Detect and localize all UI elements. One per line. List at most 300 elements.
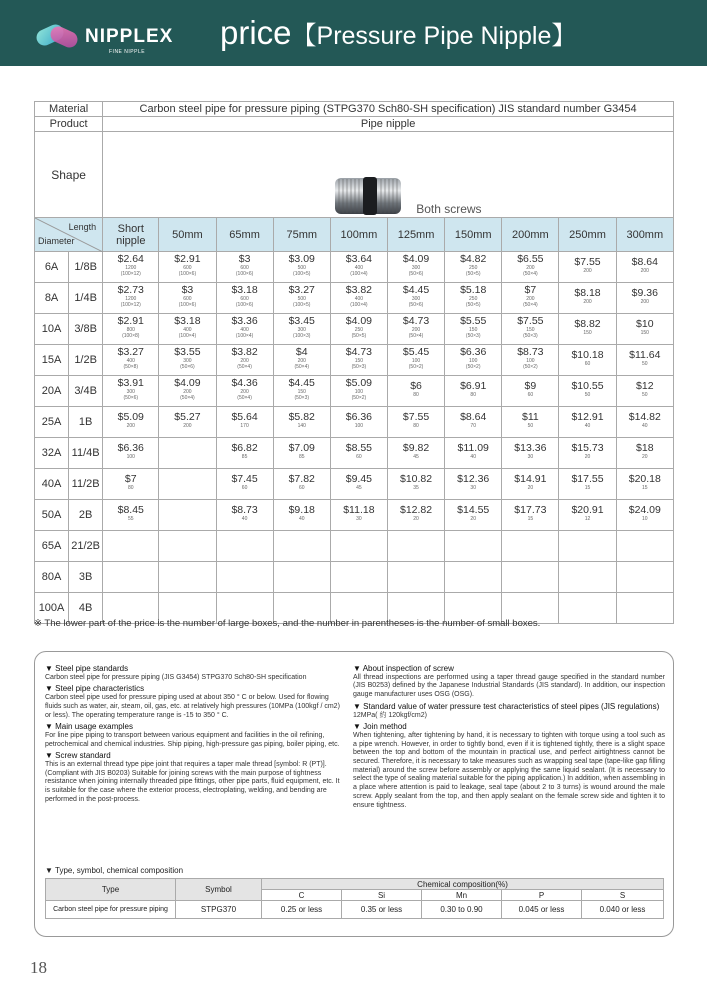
price-value: $7 [524,284,537,296]
price-cell [387,407,444,438]
price-value: $5.64 [231,411,258,423]
small-box-quantity: (100×8) [122,333,140,339]
price-cell [330,469,387,500]
box-quantity: 300 [126,389,135,395]
length-label: Length [68,222,97,232]
price-cell [559,345,616,376]
price-cell [445,562,502,593]
price-cell [103,469,159,500]
small-box-quantity: (50×6) [180,364,195,370]
price-cell [616,469,673,500]
price-cell [330,314,387,345]
price-value: $6.36 [460,346,487,358]
box-quantity: 15 [584,485,591,491]
price-value: $3.18 [231,284,258,296]
price-cell [445,407,502,438]
price-cell [387,252,444,283]
price-value: $5.09 [117,411,144,423]
box-quantity: 35 [413,485,419,491]
box-quantity: 200 [583,299,592,305]
size-a-cell: 15A [35,345,69,376]
price-cell [502,376,559,407]
box-quantity: 85 [298,454,305,460]
price-value: $18 [636,442,654,454]
price-value: $20.18 [628,473,661,485]
box-quantity: 60 [584,361,591,367]
box-quantity: 300 [183,358,192,364]
price-value: $10 [636,318,654,330]
price-value: $9 [524,380,537,392]
price-row [35,407,674,438]
box-quantity: 50 [584,392,591,398]
box-quantity: 20 [584,454,591,460]
box-quantity: 200 [240,389,249,395]
price-row [35,562,674,593]
logo-name: NIPPLEX [85,26,174,47]
price-cell [330,407,387,438]
price-cell [103,345,159,376]
price-value: $10.18 [571,349,604,361]
price-cell [216,314,273,345]
price-cell [559,562,616,593]
shape-cell [103,132,674,218]
price-value: $5.09 [345,377,373,389]
price-cell [559,283,616,314]
size-b-cell: 3B [69,562,103,593]
price-cell [103,252,159,283]
price-cell [159,531,216,562]
price-value: $2.91 [117,315,144,327]
small-box-quantity: (50×4) [180,395,195,401]
price-cell [559,438,616,469]
price-value: $3.18 [174,315,201,327]
price-cell [502,283,559,314]
box-quantity: 300 [411,296,421,302]
price-value: $5.27 [174,411,201,423]
price-note: ※ The lower part of the price is the number of large boxes, and the number in parentheses is the number of small boxes. [34,618,541,629]
info-section-title: ▼ Screw standard [45,751,111,761]
shape-row [35,132,674,218]
diameter-label: Diameter [38,236,75,246]
price-value: $3.82 [345,284,373,296]
price-cell [616,407,673,438]
box-quantity: 400 [126,358,135,364]
price-row [35,376,674,407]
chem-comp-label: Chemical composition(%) [262,879,664,890]
price-value: $7.82 [288,473,315,485]
price-cell [216,345,273,376]
box-quantity: 10 [642,516,648,522]
size-b-cell: 11/4B [69,438,103,469]
small-box-quantity: (100×12) [120,302,141,308]
price-cell [216,531,273,562]
box-quantity: 50 [527,423,534,429]
box-quantity: 800 [126,327,135,333]
box-quantity: 40 [241,516,248,522]
product-value: Pipe nipple [103,117,674,132]
small-box-quantity: (50×5) [351,333,367,339]
box-quantity: 400 [183,327,192,333]
price-cell [616,531,673,562]
price-value: $7.09 [288,442,315,454]
info-section-title: ▼ About inspection of screw [353,664,454,673]
price-value: $15.73 [571,442,604,454]
box-quantity: 40 [298,516,305,522]
price-value: $4.09 [402,253,430,265]
price-value: $6.91 [460,380,487,392]
price-cell [159,469,216,500]
price-value: $20.91 [571,504,604,516]
box-quantity: 80 [127,485,134,491]
info-section-title: ▼ Steel pipe standards [45,664,129,673]
price-value: $17.73 [514,504,547,516]
size-b-cell: 2B [69,500,103,531]
price-cell [445,438,502,469]
info-section-body: When tightening, after tightening by hand, it is necessary to tighten with torque using a tool such as a pipe wrench. However, in order to tightly bond, even if it is tightened tightly, there is a slight space between the top and bottom of the mountain in practical use, and perfect airtightness cannot be secured. Therefore, it is necessary to take measures such as wrapping seal tape (tape-like gap filling material) around the screw before assembly or applying the same liquid sealant. (It is necessary to select the type of sealing material suitable for the piping application.) In addition, when assembling in a place where attention is paid to leakage, seal tape (about 2 to 3 turns) is wound around the male screw. Apply sealant from the top, and then apply sealant on the female screw side and tighten it to ensure tightness. [353,731,665,809]
box-quantity: 60 [356,454,362,460]
chem-heading: ▼ Type, symbol, chemical composition [45,866,184,875]
price-cell [159,562,216,593]
box-quantity: 400 [354,296,364,302]
length-column-header: 65mm [216,218,273,252]
box-quantity: 80 [413,423,419,429]
price-cell [159,438,216,469]
price-value: $13.36 [514,442,547,454]
price-cell [502,500,559,531]
size-a-cell: 8A [35,283,69,314]
price-cell [559,252,616,283]
price-value: $4.36 [231,377,258,389]
price-value: $4.09 [345,315,373,327]
info-section-body: All thread inspections are performed using a taper thread gauge specified in the standard number (JIS B0253) defined by the Japanese Industrial Standards (JIS standard). In addition, our inspection gauge manufacturer uses OSG (OSG). [353,673,665,699]
box-quantity: 80 [470,392,476,398]
box-quantity: 150 [640,330,649,336]
small-box-quantity: (50×2) [465,364,481,370]
price-row [35,438,674,469]
price-cell [387,500,444,531]
box-quantity: 200 [240,358,249,364]
price-cell [159,500,216,531]
price-value: $14.82 [628,411,661,423]
box-quantity: 60 [241,485,248,491]
small-box-quantity: (50×6) [408,302,424,308]
box-quantity: 250 [469,296,478,302]
small-box-quantity: (50×4) [237,364,252,370]
price-cell [445,469,502,500]
price-value: $2.91 [174,253,201,265]
page-number: 18 [30,958,47,977]
price-cell [216,438,273,469]
size-b-cell: 1B [69,407,103,438]
small-box-quantity: (100×12) [120,271,141,277]
price-cell [330,531,387,562]
info-box [34,651,674,937]
box-quantity: 200 [640,268,649,274]
small-box-quantity: (50×2) [523,364,538,370]
box-quantity: 150 [526,327,535,333]
price-cell [159,252,216,283]
small-box-quantity: (100×6) [178,302,197,308]
price-cell [559,407,616,438]
price-row [35,531,674,562]
size-b-cell: 1/4B [69,283,103,314]
price-cell [502,314,559,345]
info-section-title: ▼ Steel pipe characteristics [45,684,145,694]
small-box-quantity: (100×4) [350,271,368,277]
price-cell [330,345,387,376]
price-cell [445,314,502,345]
size-b-cell: 21/2B [69,531,103,562]
size-b-cell: 3/8B [69,314,103,345]
small-box-quantity: (50×3) [465,333,481,339]
box-quantity: 55 [127,516,134,522]
box-quantity: 300 [411,265,421,271]
chem-element: Mn [422,890,502,901]
box-quantity: 300 [297,327,306,333]
price-value: $3.64 [345,253,373,265]
price-cell [616,500,673,531]
length-header-row [35,218,674,252]
price-cell [273,469,330,500]
logo-mark-icon [34,21,82,51]
size-a-cell: 32A [35,438,69,469]
length-column-header: 100mm [330,218,387,252]
size-a-cell: 40A [35,469,69,500]
box-quantity: 200 [126,423,135,429]
product-row [35,117,674,132]
small-box-quantity: (50×4) [523,302,538,308]
length-column-header: 250mm [559,218,616,252]
chem-row-type: Carbon steel pipe for pressure piping [46,901,176,919]
price-cell [559,500,616,531]
box-quantity: 100 [126,454,135,460]
price-cell [216,376,273,407]
box-quantity: 30 [527,454,534,460]
price-cell [159,283,216,314]
info-section-body: For line pipe piping to transport between various equipment and facilities in the oil refining, petrochemical and chemical industries. Ship piping, high-pressure gas piping, boiler piping, etc. [45,731,340,748]
small-box-quantity: (100×4) [350,302,368,308]
box-quantity: 400 [240,327,249,333]
box-quantity: 40 [470,454,476,460]
price-cell [502,252,559,283]
small-box-quantity: (50×4) [294,364,310,370]
price-value: $3.27 [117,346,144,358]
length-column-header: Short nipple [103,218,159,252]
box-quantity: 15 [642,485,648,491]
price-cell [330,500,387,531]
price-value: $8.45 [117,504,144,516]
price-cell [216,283,273,314]
box-quantity: 12 [584,516,591,522]
box-quantity: 20 [470,516,476,522]
price-cell [502,531,559,562]
box-quantity: 100 [411,358,421,364]
title-sub: 【Pressure Pipe Nipple】 [291,22,577,50]
price-cell [273,252,330,283]
shape-label: Shape [35,132,103,218]
chem-value: 0.040 or less [582,901,664,919]
material-label: Material [35,102,103,117]
price-value: $8.64 [460,411,487,423]
price-value: $5.82 [288,411,315,423]
price-value: $9.82 [402,442,430,454]
price-value: $6.82 [231,442,258,454]
price-cell [103,438,159,469]
price-value: $7.55 [517,315,544,327]
price-row [35,500,674,531]
price-value: $9.45 [345,473,373,485]
small-box-quantity: (50×8) [123,364,139,370]
price-cell [387,314,444,345]
price-value: $8.64 [631,256,658,268]
price-cell [216,252,273,283]
price-cell [616,438,673,469]
price-cell [216,407,273,438]
small-box-quantity: (50×3) [523,333,538,339]
price-value: $7.55 [402,411,430,423]
price-value: $4.45 [288,377,315,389]
small-box-quantity: (50×4) [523,271,538,277]
price-value: $3 [238,253,251,265]
box-quantity: 80 [413,392,419,398]
shape-value: Both screws [416,202,482,216]
chem-element: P [502,890,582,901]
price-cell [559,469,616,500]
info-section-title: ▼ Join method [353,722,407,732]
price-cell [330,252,387,283]
info-section-body: This is an external thread type pipe joint that requires a taper male thread [symbol: R (PT)]. (Compliant with JIS B0203) Suitable for joining screws with the main purpose of tightness resistance when joining internally threaded pipe fittings, other pipe parts, fluid equipment, etc. It is suitable for the case where the exterior process, electroplating, welding, and bending are performed in the post-process. [45,761,340,803]
box-quantity: 150 [583,330,592,336]
price-value: $14.55 [457,504,490,516]
price-cell [330,562,387,593]
price-cell [445,283,502,314]
small-box-quantity: (50×2) [351,395,367,401]
info-section-body: Carbon steel pipe used for pressure piping used at about 350 ° C or below. Used for flowing fluids such as water, air, steam, oil, gas, etc. at relatively high pressures (10MPa (100kgf / cm2) or less). The operating temperature range is -15 to 350 ° C. [45,694,340,719]
price-cell [273,314,330,345]
box-quantity: 100 [526,358,535,364]
price-value: $8.55 [345,442,373,454]
price-row [35,345,674,376]
price-value: $24.09 [628,504,661,516]
price-value: $11 [521,411,539,423]
price-cell [616,376,673,407]
box-quantity: 20 [413,516,419,522]
price-value: $17.55 [571,473,604,485]
price-row [35,469,674,500]
price-value: $3.36 [231,315,258,327]
price-value: $3.27 [288,284,315,296]
box-quantity: 20 [642,454,648,460]
chem-table [45,878,664,919]
price-value: $4.45 [402,284,430,296]
price-value: $7.45 [231,473,258,485]
size-a-cell: 20A [35,376,69,407]
pipe-nipple-icon [333,177,403,215]
box-quantity: 200 [297,358,306,364]
price-cell [273,345,330,376]
size-b-cell: 3/4B [69,376,103,407]
small-box-quantity: (100×5) [293,302,311,308]
box-quantity: 50 [642,361,648,367]
nipplex-logo[interactable] [34,21,184,55]
price-value: $12 [636,380,654,392]
price-cell [445,376,502,407]
price-value: $7.55 [574,256,601,268]
chem-header-row [46,879,664,890]
box-quantity: 600 [240,265,249,271]
price-cell [273,376,330,407]
box-quantity: 600 [240,296,249,302]
box-quantity: 30 [470,485,476,491]
price-value: $11.18 [343,504,375,516]
price-value: $5.45 [402,346,430,358]
material-value: Carbon steel pipe for pressure piping (STPG370 Sch80-SH specification) JIS standard number G3454 [103,102,674,117]
price-cell [103,314,159,345]
price-cell [616,314,673,345]
small-box-quantity: (50×4) [408,333,424,339]
length-column-header: 200mm [502,218,559,252]
price-cell [502,407,559,438]
price-cell [159,407,216,438]
price-cell [103,500,159,531]
box-quantity: 200 [183,389,192,395]
size-b-cell: 11/2B [69,469,103,500]
box-quantity: 400 [354,265,364,271]
chem-type-label: Type [46,879,176,901]
price-value: $5.55 [460,315,487,327]
price-table [34,101,674,624]
price-value: $10.82 [399,473,433,485]
price-value: $9.36 [631,287,658,299]
chem-value: 0.30 to 0.90 [422,901,502,919]
price-cell [559,531,616,562]
size-a-cell: 65A [35,531,69,562]
chem-element: S [582,890,664,901]
box-quantity: 250 [354,327,364,333]
price-cell [559,376,616,407]
header-bar [0,0,707,66]
info-section-title: ▼ Standard value of water pressure test characteristics of steel pipes (JIS regulations) [353,701,660,711]
small-box-quantity: (50×5) [465,271,481,277]
box-quantity: 85 [241,454,248,460]
price-cell [103,376,159,407]
size-b-cell: 4B [69,593,103,624]
box-quantity: 50 [642,392,648,398]
small-box-quantity: (50×5) [465,302,481,308]
size-a-cell: 10A [35,314,69,345]
small-box-quantity: (50×6) [408,271,424,277]
price-cell [502,345,559,376]
small-box-quantity: (50×4) [237,395,252,401]
price-value: $12.36 [457,473,490,485]
price-cell [159,314,216,345]
size-a-cell: 50A [35,500,69,531]
price-row [35,252,674,283]
length-column-header: 75mm [273,218,330,252]
box-quantity: 40 [584,423,591,429]
box-quantity: 45 [356,485,362,491]
box-quantity: 250 [469,265,478,271]
price-cell [273,407,330,438]
small-box-quantity: (100×6) [235,271,254,277]
box-quantity: 600 [183,265,192,271]
material-row [35,102,674,117]
price-value: $14.91 [514,473,547,485]
price-cell [559,314,616,345]
price-cell [445,345,502,376]
price-cell [616,283,673,314]
price-value: $6.36 [117,442,144,454]
